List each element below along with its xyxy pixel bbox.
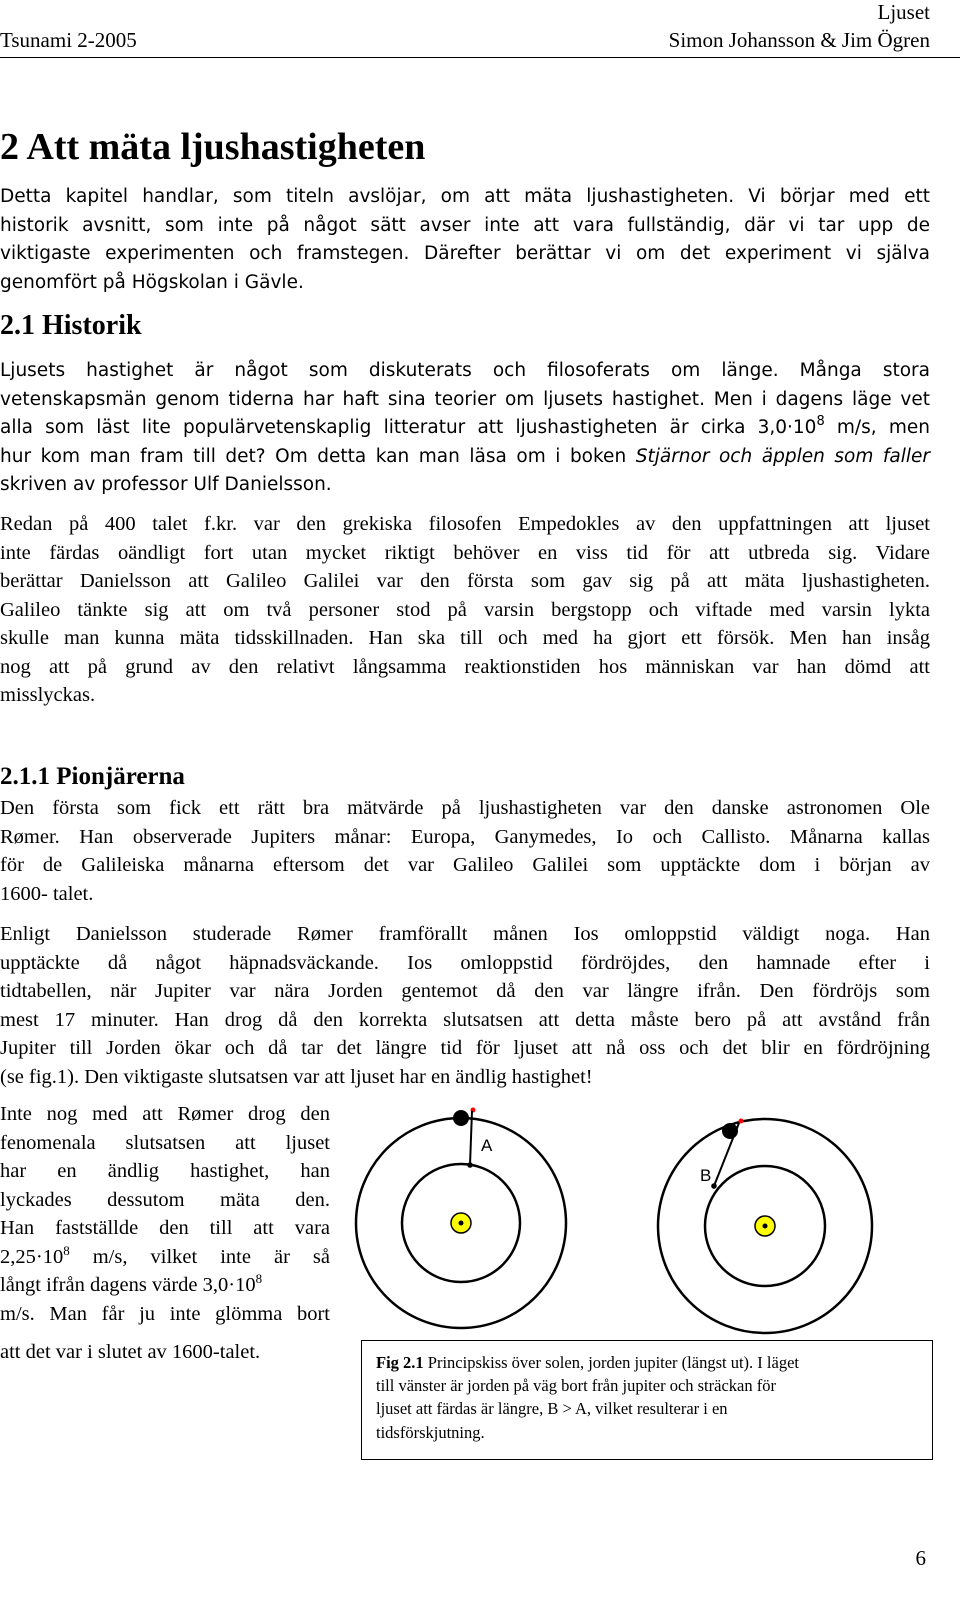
- pionjarerna-paragraph-1: [0, 794, 930, 908]
- text-line: vetenskapsmän genom tiderna har haft sina teorier om ljusets hastighet. Men i dagens läge vet: [0, 388, 930, 410]
- header-title: Ljuset: [877, 0, 930, 24]
- text-line: inte färdas oändligt fort utan mycket riktigt behöver en viss tid för att utbreda sig. Vidare: [0, 541, 930, 564]
- text-fragment: 2,25·10: [0, 1245, 64, 1268]
- text-line: historik avsnitt, som inte på något sätt avser inte att vara fullständig, där vi tar upp de: [0, 214, 930, 236]
- historik-paragraph-1: [0, 357, 930, 500]
- text-fragment: m/s, vilket inte är så: [69, 1245, 330, 1268]
- text-line: fenomenala slutsatsen att ljuset: [0, 1131, 330, 1154]
- text-line: Inte nog med att Rømer drog den: [0, 1103, 330, 1125]
- diagram-left: [356, 1108, 566, 1329]
- text-line: berättar Danielsson att Galileo Galilei var den första som gav sig på att mäta ljushastigheten.: [0, 570, 930, 592]
- book-title: Stjärnor och äpplen som faller: [635, 445, 930, 467]
- text-line: m/s. Man får ju inte glömma bort: [0, 1302, 330, 1325]
- subsection-heading-pionjarerna: [0, 760, 185, 794]
- text-line: Den första som fick ett rätt bra mätvärde på ljushastigheten var den danske astronomen Ole: [0, 797, 930, 819]
- text-line: Enligt Danielsson studerade Rømer framförallt månen Ios omloppstid väldigt noga. Han: [0, 923, 930, 945]
- text-line: [0, 1271, 330, 1300]
- text-line: lyckades dessutom mäta den.: [0, 1188, 330, 1211]
- caption-text: Principskiss över solen, jorden jupiter (längst ut). I läget: [423, 1353, 799, 1372]
- section-heading-historik: [0, 308, 142, 344]
- section-title: 2.1 Historik: [0, 310, 142, 341]
- text-line: viktigaste experimenten och framstegen. Därefter berättar vi om det experiment vi själva: [0, 243, 930, 265]
- caption-line: till vänster är jorden på väg bort från jupiter och sträckan för: [376, 1376, 776, 1396]
- intro-paragraph: [0, 183, 930, 297]
- exponent: 8: [816, 414, 825, 430]
- text-line: 1600- talet.: [0, 882, 94, 905]
- figure-caption: [361, 1340, 933, 1460]
- text-line: Ljusets hastighet är något som diskuterats och filosoferats om länge. Många stora: [0, 360, 930, 381]
- text-line: mest 17 minuter. Han drog då den korrekta slutsatsen att detta måste bero på att avstånd från: [0, 1008, 930, 1031]
- text-fragment: alla som läst lite populärvetenskaplig litteratur att ljushastigheten är cirka 3,0·10: [0, 417, 817, 439]
- caption-line: tidsförskjutning.: [376, 1422, 485, 1442]
- text-line: Rømer. Han observerade Jupiters månar: Europa, Ganymedes, Io och Callisto. Månarna kallas: [0, 825, 930, 848]
- caption-line: ljuset att färdas är längre, B > A, vilket resulterar i en: [376, 1399, 728, 1419]
- exponent: 8: [63, 1242, 70, 1258]
- header-authors: Simon Johansson & Jim Ögren: [668, 28, 930, 52]
- header-rule: [0, 57, 960, 58]
- text-line: Han fastställde den till att vara: [0, 1217, 330, 1239]
- side-paragraph: [0, 1100, 330, 1328]
- text-fragment: hur kom man fram till det? Om detta kan man läsa om i boken: [0, 445, 636, 467]
- caption-label: Fig 2.1: [376, 1353, 424, 1372]
- text-fragment: m/s, men: [824, 417, 930, 439]
- header-left-text: Tsunami 2-2005: [0, 28, 137, 52]
- earth: [711, 1183, 717, 1189]
- subsection-title: 2.1.1 Pionjärerna: [0, 763, 185, 790]
- pionjarerna-paragraph-2: [0, 920, 930, 1091]
- sun-center: [459, 1221, 464, 1226]
- jupiter: [453, 1110, 469, 1126]
- sun-center: [763, 1224, 768, 1229]
- text-line: för de Galileiska månarna eftersom det var Galileo Galilei som upptäckte dom i början av: [0, 854, 930, 876]
- text-line: Redan på 400 talet f.kr. var den grekiska filosofen Empedokles av den uppfattningen att ljuset: [0, 513, 930, 535]
- earth: [467, 1162, 473, 1168]
- side-last-line: att det var i slutet av 1600-talet.: [0, 1341, 261, 1363]
- text-fragment: långt ifrån dagens värde 3,0·10: [0, 1274, 256, 1296]
- text-line: Galileo tänkte sig att om två personer stod på varsin bergstopp och viftade med varsin lykta: [0, 598, 930, 621]
- historik-paragraph-2: [0, 510, 930, 710]
- orbit-diagram: [340, 1100, 950, 1360]
- text-line: misslyckas.: [0, 684, 96, 706]
- text-line: (se fig.1). Den viktigaste slutsatsen var att ljuset har en ändlig hastighet!: [0, 1065, 593, 1088]
- text-line: skriven av professor Ulf Danielsson.: [0, 474, 332, 496]
- page-number: 6: [915, 1546, 926, 1570]
- io-moon: [739, 1119, 744, 1124]
- text-line: [0, 443, 930, 472]
- exponent: 8: [255, 1271, 263, 1286]
- chapter-title: 2 Att mäta ljushastigheten: [0, 126, 426, 168]
- text-line: skulle man kunna mäta tidsskillnaden. Han ska till och med ha gjort ett försök. Men han insåg: [0, 627, 930, 649]
- text-line: tidtabellen, när Jupiter var nära Jorden gentemot då den var längre ifrån. Den fördröjs som: [0, 980, 930, 1002]
- diagram-right: [658, 1119, 872, 1334]
- text-line: [0, 1243, 330, 1272]
- text-line: Detta kapitel handlar, som titeln avslöjar, om att mäta ljushastigheten. Vi börjar med ett: [0, 186, 930, 207]
- text-line: [0, 414, 930, 443]
- label-a: A: [481, 1136, 493, 1155]
- text-line: genomfört på Högskolan i Gävle.: [0, 271, 304, 293]
- text-line: Jupiter till Jorden ökar och då tar det längre tid för ljuset att nå oss och det blir en fördröjning: [0, 1037, 930, 1059]
- text-line: upptäckte då något häpnadsväckande. Ios omloppstid fördröjdes, den hamnade efter i: [0, 951, 930, 974]
- text-line: nog att på grund av den relativt långsamma reaktionstiden hos människan var han dömd att: [0, 655, 930, 678]
- label-b: B: [700, 1166, 712, 1185]
- text-line: har en ändlig hastighet, han: [0, 1160, 330, 1182]
- caption-line: [376, 1351, 918, 1374]
